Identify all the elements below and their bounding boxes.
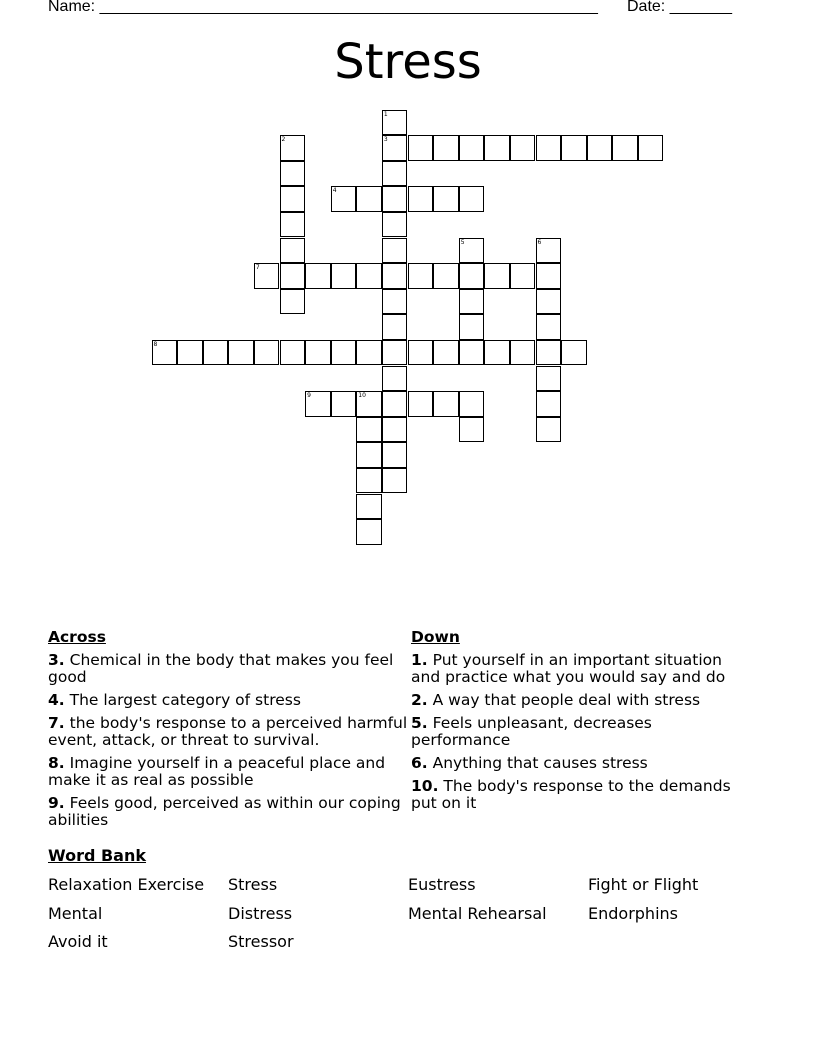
word-bank-item: Relaxation Exercise [48,875,205,894]
date-field[interactable]: Date: _______ [627,0,732,15]
crossword-cell[interactable] [331,340,357,366]
crossword-cell[interactable] [433,391,459,417]
crossword-cell[interactable] [484,340,510,366]
crossword-cell[interactable] [280,161,306,187]
down-clue [411,755,751,772]
crossword-cell[interactable] [459,186,485,212]
clue-number: 9. [48,794,65,812]
across-clue [48,795,408,829]
crossword-cell[interactable] [331,263,357,289]
clue-number: 10. [411,777,439,795]
down-clues [411,629,751,818]
crossword-cell[interactable] [177,340,203,366]
down-heading: Down [411,628,460,646]
crossword-cell[interactable] [459,263,485,289]
cell-number: 3 [383,136,388,144]
crossword-cell[interactable] [510,340,536,366]
clue-number: 5. [411,714,428,732]
word-bank-item: Avoid it [48,932,108,951]
crossword-cell[interactable] [536,263,562,289]
crossword-cell[interactable] [356,186,382,212]
cell-number: 7 [255,264,260,272]
crossword-cell[interactable] [280,212,306,238]
crossword-cell[interactable] [356,494,382,520]
crossword-cell[interactable] [408,135,434,161]
crossword-cell[interactable] [382,238,408,264]
clue-number: 2. [411,691,428,709]
crossword-cell[interactable] [382,442,408,468]
crossword-cell[interactable] [382,289,408,315]
crossword-cell[interactable] [382,340,408,366]
down-clue [411,692,751,709]
crossword-cell[interactable] [561,135,587,161]
cell-number: 6 [537,238,542,246]
clue-text: the body's response to a perceived harmful event, attack, or threat to survival. [48,714,408,749]
crossword-cell[interactable] [587,135,613,161]
crossword-cell[interactable] [433,340,459,366]
crossword-cell[interactable] [228,340,254,366]
word-bank-item: Mental [48,904,103,923]
across-clue [48,692,408,709]
crossword-cell[interactable] [536,238,562,264]
crossword-cell[interactable] [382,263,408,289]
clue-text: The largest category of stress [69,691,301,709]
crossword-cell[interactable] [510,263,536,289]
across-clue [48,715,408,749]
clue-number: 7. [48,714,65,732]
crossword-cell[interactable] [356,340,382,366]
crossword-cell[interactable] [152,340,178,366]
crossword-cell[interactable] [459,289,485,315]
crossword-cell[interactable] [459,340,485,366]
clue-text: Anything that causes stress [432,754,648,772]
crossword-cell[interactable] [638,135,664,161]
crossword-cell[interactable] [356,417,382,443]
crossword-cell[interactable] [382,186,408,212]
down-clue [411,715,751,749]
crossword-cell[interactable] [561,340,587,366]
crossword-cell[interactable] [382,110,408,136]
crossword-cell[interactable] [433,186,459,212]
crossword-cell[interactable] [536,366,562,392]
crossword-cell[interactable] [612,135,638,161]
crossword-cell[interactable] [408,186,434,212]
crossword-cell[interactable] [331,186,357,212]
down-clue [411,652,751,686]
cell-number: 5 [460,238,465,246]
crossword-cell[interactable] [433,263,459,289]
word-bank-item: Eustress [408,875,476,894]
crossword-cell[interactable] [356,263,382,289]
crossword-cell[interactable] [280,186,306,212]
crossword-cell[interactable] [280,340,306,366]
crossword-cell[interactable] [203,340,229,366]
crossword-cell[interactable] [356,468,382,494]
clue-number: 3. [48,651,65,669]
crossword-cell[interactable] [459,135,485,161]
crossword-cell[interactable] [382,417,408,443]
crossword-cell[interactable] [459,238,485,264]
clue-text: Imagine yourself in a peaceful place and make it as real as possible [48,754,386,789]
cell-number: 4 [332,187,337,195]
crossword-cell[interactable] [536,340,562,366]
crossword-cell[interactable] [433,135,459,161]
crossword-cell[interactable] [280,135,306,161]
crossword-cell[interactable] [536,417,562,443]
cell-number: 10 [358,392,366,400]
crossword-cell[interactable] [459,391,485,417]
clue-text: Put yourself in an important situation and practice what you would say and do [411,651,726,686]
word-bank-item: Distress [228,904,293,923]
across-clues [48,629,408,835]
crossword-cell[interactable] [305,263,331,289]
crossword-cell[interactable] [459,314,485,340]
clue-number: 8. [48,754,65,772]
clue-number: 4. [48,691,65,709]
page-title: Stress [334,34,482,90]
word-bank-item: Fight or Flight [588,875,699,894]
crossword-cell[interactable] [408,263,434,289]
crossword-cell[interactable] [536,289,562,315]
crossword-cell[interactable] [536,314,562,340]
crossword-cell[interactable] [536,135,562,161]
word-bank-title: Word Bank [48,846,147,865]
crossword-cell[interactable] [382,314,408,340]
crossword-cell[interactable] [408,391,434,417]
clue-text: A way that people deal with stress [432,691,701,709]
word-bank-item: Stress [228,875,278,894]
name-field[interactable]: Name: ________________________________________________________ [48,0,598,15]
clue-number: 1. [411,651,428,669]
cell-number: 9 [307,392,311,400]
cell-number: 8 [153,340,158,348]
crossword-cell[interactable] [280,289,306,315]
crossword-cell[interactable] [356,442,382,468]
across-clue [48,755,408,789]
crossword-cell[interactable] [408,340,434,366]
crossword-cell[interactable] [510,135,536,161]
crossword-cell[interactable] [382,366,408,392]
cell-number: 1 [383,110,388,118]
word-bank-item: Mental Rehearsal [408,904,547,923]
crossword-cell[interactable] [459,417,485,443]
across-clue [48,652,408,686]
crossword-cell[interactable] [536,391,562,417]
word-bank-item: Endorphins [588,904,678,923]
crossword-cell[interactable] [356,519,382,545]
word-bank-item: Stressor [228,932,294,951]
crossword-cell[interactable] [382,391,408,417]
crossword-cell[interactable] [484,135,510,161]
crossword-cell[interactable] [356,391,382,417]
crossword-cell[interactable] [382,468,408,494]
clue-text: Feels unpleasant, decreases performance [411,714,652,749]
crossword-cell[interactable] [280,238,306,264]
clue-text: Chemical in the body that makes you feel good [48,651,394,686]
crossword-cell[interactable] [254,340,280,366]
cell-number: 2 [281,136,286,144]
crossword-cell[interactable] [331,391,357,417]
down-clue [411,778,751,812]
crossword-cell[interactable] [305,340,331,366]
crossword-cell[interactable] [382,135,408,161]
clue-number: 6. [411,754,428,772]
crossword-cell[interactable] [382,212,408,238]
across-heading: Across [48,628,106,646]
clue-text: Feels good, perceived as within our coping abilities [48,794,401,829]
crossword-cell[interactable] [484,263,510,289]
crossword-cell[interactable] [254,263,280,289]
crossword-cell[interactable] [305,391,331,417]
crossword-cell[interactable] [280,263,306,289]
crossword-cell[interactable] [382,161,408,187]
clue-text: The body's response to the demands put on it [411,777,731,812]
